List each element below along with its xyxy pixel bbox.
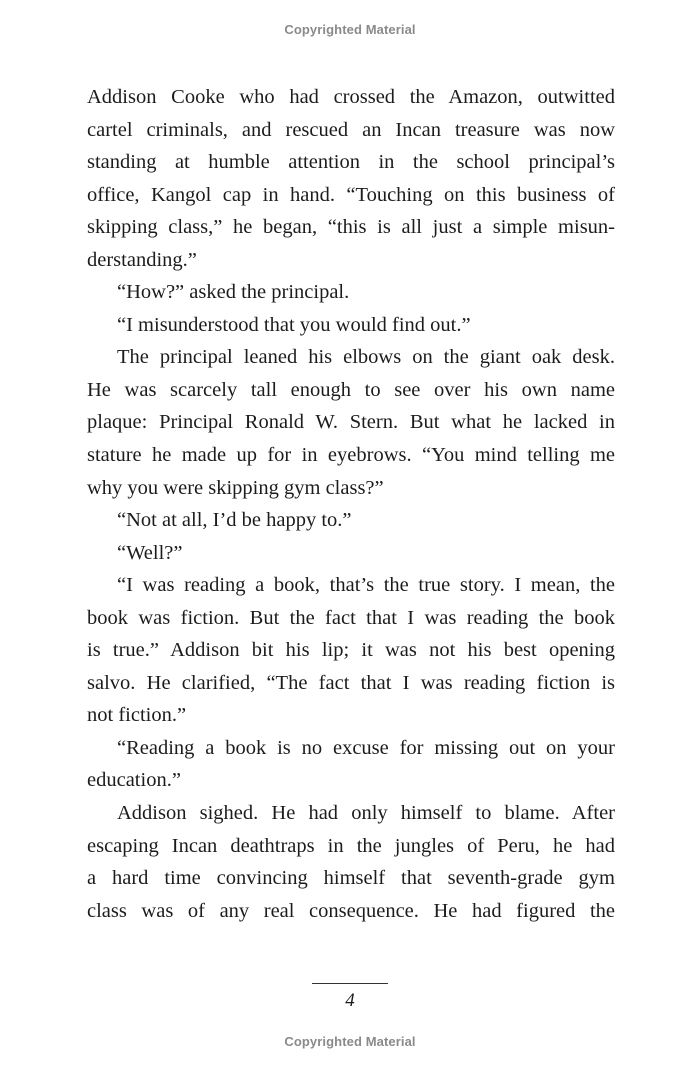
text-line: Addison sighed. He had only himself to blame. After <box>117 802 615 825</box>
text-line: “Well?” <box>117 541 183 564</box>
text-line: class was of any real consequence. He had figured the <box>87 899 615 922</box>
body-text <box>87 81 615 927</box>
text-line: salvo. He clarified, “The fact that I was reading fiction is <box>87 671 615 694</box>
text-line: “How?” asked the principal. <box>117 281 350 304</box>
text-line: The principal leaned his elbows on the giant oak desk. <box>117 346 615 369</box>
text-line: “Not at all, I’d be happy to.” <box>117 509 352 532</box>
copyright-watermark-bottom: Copyrighted Material <box>284 1034 416 1049</box>
text-line: a hard time convincing himself that seventh-grade gym <box>87 867 615 890</box>
text-line: standing at humble attention in the school principal’s <box>87 151 615 174</box>
text-line: is true.” Addison bit his lip; it was not his best opening <box>87 639 615 662</box>
text-line: stature he made up for in eyebrows. “You mind telling me <box>87 444 615 467</box>
text-line: plaque: Principal Ronald W. Stern. But what he lacked in <box>87 411 615 434</box>
text-line: education.” <box>87 769 181 792</box>
page-footer <box>0 983 700 1012</box>
text-line: derstanding.” <box>87 248 197 271</box>
text-line: cartel criminals, and rescued an Incan treasure was now <box>87 118 615 141</box>
page-number: 4 <box>345 990 355 1011</box>
copyright-watermark-top: Copyrighted Material <box>284 22 416 37</box>
text-line: escaping Incan deathtraps in the jungles of Peru, he had <box>87 834 615 857</box>
text-line: “I was reading a book, that’s the true story. I mean, the <box>117 574 615 597</box>
text-line: He was scarcely tall enough to see over his own name <box>87 378 615 401</box>
text-line: not fiction.” <box>87 704 187 727</box>
text-line: “Reading a book is no excuse for missing out on your <box>117 736 615 759</box>
text-line: “I misunderstood that you would find out.” <box>117 313 471 336</box>
text-line: why you were skipping gym class?” <box>87 476 384 499</box>
text-line: Addison Cooke who had crossed the Amazon, outwitted <box>87 86 615 108</box>
text-line: book was fiction. But the fact that I was reading the book <box>87 606 615 629</box>
text-line: skipping class,” he began, “this is all just a simple misun- <box>87 216 615 239</box>
text-line: office, Kangol cap in hand. “Touching on this business of <box>87 183 615 206</box>
folio-rule <box>312 983 388 984</box>
